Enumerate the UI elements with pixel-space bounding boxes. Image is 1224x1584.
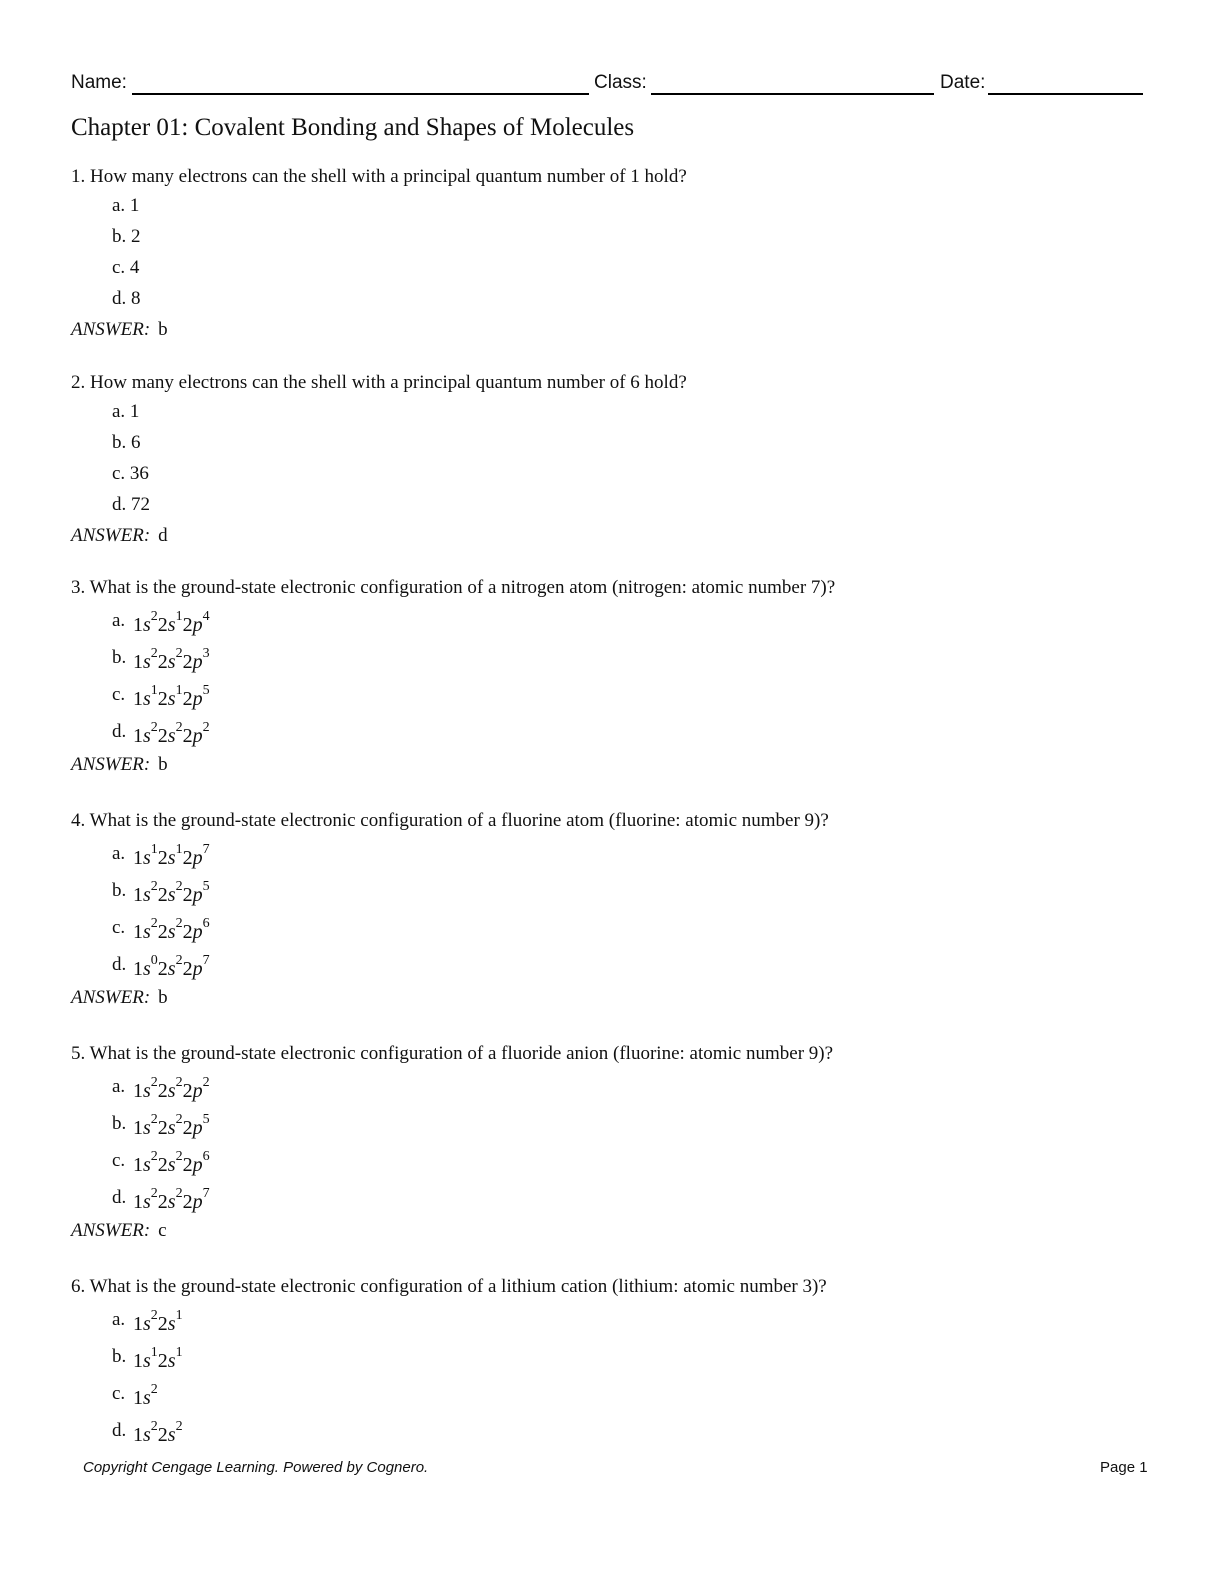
electron-configuration xyxy=(133,646,210,673)
answer-option xyxy=(112,1411,827,1448)
electron-count: 2 xyxy=(150,1419,158,1434)
shell-number: 2 xyxy=(157,883,168,906)
option-letter: c. xyxy=(112,1382,126,1404)
electron-count: 2 xyxy=(202,1075,210,1090)
answer-option: d. 72 xyxy=(112,494,150,515)
shell-number: 2 xyxy=(157,613,168,636)
answer-option xyxy=(112,1141,833,1178)
shell-number: 2 xyxy=(182,1116,193,1139)
orbital-letter: s xyxy=(143,724,151,747)
electron-count: 4 xyxy=(202,609,210,624)
class-label: Class: xyxy=(594,72,647,93)
electron-configuration xyxy=(133,1075,210,1102)
shell-number: 2 xyxy=(182,724,193,747)
question-text: 2. How many electrons can the shell with a principal quantum number of 6 hold? xyxy=(71,372,687,393)
orbital-letter: p xyxy=(192,957,203,980)
orbital-letter: s xyxy=(167,1116,176,1139)
page-title: Chapter 01: Covalent Bonding and Shapes of Molecules xyxy=(71,114,635,141)
question-text: 4. What is the ground-state electronic configuration of a fluorine atom (fluorine: atomic number 9)? xyxy=(71,810,829,831)
shell-number: 2 xyxy=(182,920,193,943)
answer-value: b xyxy=(158,319,168,340)
electron-count: 2 xyxy=(150,1382,158,1397)
shell-number: 2 xyxy=(182,1190,193,1213)
electron-count: 1 xyxy=(175,1345,183,1360)
question-text: 5. What is the ground-state electronic configuration of a fluoride anion (fluorine: atomic number 9)? xyxy=(71,1043,834,1064)
shell-number: 1 xyxy=(133,1349,143,1372)
electron-count: 2 xyxy=(150,879,158,894)
option-letter: a. xyxy=(112,1075,126,1097)
shell-number: 1 xyxy=(133,1116,143,1139)
option-letter: d. xyxy=(112,1186,127,1208)
electron-count: 2 xyxy=(175,1149,183,1164)
shell-number: 2 xyxy=(182,613,193,636)
answer-option: c. 4 xyxy=(112,257,140,278)
answer-label: ANSWER: xyxy=(71,1220,151,1241)
electron-count: 2 xyxy=(175,1419,183,1434)
electron-count: 7 xyxy=(202,953,210,968)
answer-option xyxy=(112,1178,833,1215)
shell-number: 2 xyxy=(157,1423,168,1446)
answer-option xyxy=(112,1337,827,1374)
electron-count: 2 xyxy=(175,646,183,661)
answer-option xyxy=(112,871,829,908)
shell-number: 1 xyxy=(133,613,143,636)
electron-count: 7 xyxy=(202,842,210,857)
answer-option xyxy=(112,675,835,712)
orbital-letter: p xyxy=(192,724,203,747)
orbital-letter: s xyxy=(167,883,176,906)
orbital-letter: s xyxy=(167,1312,176,1335)
option-letter: d. xyxy=(112,720,127,742)
option-letter: a. xyxy=(112,1308,126,1330)
name-field[interactable] xyxy=(132,93,589,95)
option-letter: b. xyxy=(112,1112,127,1134)
orbital-letter: s xyxy=(143,846,151,869)
electron-count: 1 xyxy=(175,683,183,698)
orbital-letter: s xyxy=(167,920,176,943)
orbital-letter: s xyxy=(167,1079,176,1102)
electron-count: 7 xyxy=(202,1186,210,1201)
orbital-letter: p xyxy=(192,846,203,869)
orbital-letter: s xyxy=(143,687,151,710)
orbital-letter: s xyxy=(167,1190,176,1213)
electron-count: 1 xyxy=(175,1308,183,1323)
shell-number: 1 xyxy=(133,846,143,869)
orbital-letter: p xyxy=(192,650,203,673)
page-number: Page 1 xyxy=(1100,1459,1148,1476)
electron-count: 3 xyxy=(202,646,210,661)
answer-value: c xyxy=(158,1220,167,1241)
electron-count: 1 xyxy=(150,1345,158,1360)
answer-option: a. 1 xyxy=(112,401,140,422)
answer-option: a. 1 xyxy=(112,195,140,216)
orbital-letter: s xyxy=(167,1153,176,1176)
class-field[interactable] xyxy=(651,93,934,95)
answer-option xyxy=(112,908,829,945)
shell-number: 1 xyxy=(133,1079,143,1102)
question-4 xyxy=(71,807,829,1013)
answer-option xyxy=(112,1374,827,1411)
answer-option xyxy=(112,601,835,638)
orbital-letter: s xyxy=(143,1116,151,1139)
electron-count: 2 xyxy=(150,916,158,931)
question-5 xyxy=(71,1040,833,1246)
shell-number: 1 xyxy=(133,1153,143,1176)
orbital-letter: s xyxy=(167,1349,176,1372)
electron-configuration xyxy=(133,1186,210,1213)
header xyxy=(71,72,1143,98)
orbital-letter: s xyxy=(143,1423,151,1446)
orbital-letter: s xyxy=(143,1079,151,1102)
answer-label: ANSWER: xyxy=(71,987,151,1008)
answer-line xyxy=(71,1215,833,1246)
electron-count: 5 xyxy=(202,683,210,698)
electron-configuration xyxy=(133,609,210,636)
orbital-letter: p xyxy=(192,687,203,710)
electron-count: 2 xyxy=(175,1075,183,1090)
question-1 xyxy=(71,163,687,345)
answer-value: b xyxy=(158,987,168,1008)
electron-count: 2 xyxy=(175,720,183,735)
orbital-letter: p xyxy=(192,613,203,636)
shell-number: 2 xyxy=(157,1312,168,1335)
electron-count: 2 xyxy=(175,879,183,894)
option-letter: a. xyxy=(112,609,126,631)
answer-option xyxy=(112,712,835,749)
electron-count: 1 xyxy=(175,842,183,857)
electron-count: 2 xyxy=(150,1186,158,1201)
electron-count: 2 xyxy=(150,1308,158,1323)
orbital-letter: p xyxy=(192,1190,203,1213)
shell-number: 2 xyxy=(157,1349,168,1372)
electron-count: 5 xyxy=(202,1112,210,1127)
electron-count: 6 xyxy=(202,1149,210,1164)
electron-count: 2 xyxy=(150,720,158,735)
option-letter: c. xyxy=(112,683,126,705)
orbital-letter: s xyxy=(143,883,151,906)
shell-number: 2 xyxy=(182,1079,193,1102)
shell-number: 1 xyxy=(133,957,143,980)
shell-number: 2 xyxy=(182,883,193,906)
question-2 xyxy=(71,369,687,551)
electron-count: 6 xyxy=(202,916,210,931)
electron-configuration xyxy=(133,953,210,980)
shell-number: 2 xyxy=(157,920,168,943)
question-3 xyxy=(71,574,835,780)
option-letter: d. xyxy=(112,1419,127,1441)
question-text: 6. What is the ground-state electronic configuration of a lithium cation (lithium: atomic number 3)? xyxy=(71,1276,827,1297)
orbital-letter: p xyxy=(192,1116,203,1139)
shell-number: 1 xyxy=(133,1386,143,1409)
date-field[interactable] xyxy=(988,93,1143,95)
question-text: 3. What is the ground-state electronic configuration of a nitrogen atom (nitrogen: atomic number 7)? xyxy=(71,577,836,598)
electron-count: 2 xyxy=(175,1112,183,1127)
date-label: Date: xyxy=(940,72,986,93)
electron-configuration xyxy=(133,879,210,906)
electron-count: 2 xyxy=(150,1149,158,1164)
shell-number: 1 xyxy=(133,1423,143,1446)
answer-line xyxy=(71,520,687,551)
shell-number: 2 xyxy=(182,687,193,710)
shell-number: 2 xyxy=(157,1116,168,1139)
copyright-footer: Copyright Cengage Learning. Powered by Cognero. xyxy=(83,1459,429,1476)
electron-configuration xyxy=(133,842,210,869)
answer-option xyxy=(112,834,829,871)
orbital-letter: p xyxy=(192,1153,203,1176)
question-text: 1. How many electrons can the shell with a principal quantum number of 1 hold? xyxy=(71,166,687,187)
shell-number: 2 xyxy=(182,650,193,673)
orbital-letter: s xyxy=(143,650,151,673)
answer-value: d xyxy=(158,525,168,546)
shell-number: 1 xyxy=(133,920,143,943)
shell-number: 2 xyxy=(182,846,193,869)
option-letter: c. xyxy=(112,916,126,938)
orbital-letter: s xyxy=(167,846,176,869)
answer-option: d. 8 xyxy=(112,288,141,309)
electron-configuration xyxy=(133,1345,183,1372)
orbital-letter: p xyxy=(192,1079,203,1102)
shell-number: 2 xyxy=(157,846,168,869)
option-letter: b. xyxy=(112,646,127,668)
answer-label: ANSWER: xyxy=(71,754,151,775)
electron-configuration xyxy=(133,1419,183,1446)
electron-count: 2 xyxy=(175,953,183,968)
electron-count: 1 xyxy=(150,683,158,698)
orbital-letter: s xyxy=(143,957,151,980)
electron-configuration xyxy=(133,1112,210,1139)
answer-option xyxy=(112,638,835,675)
question-6 xyxy=(71,1273,827,1448)
orbital-letter: s xyxy=(167,687,176,710)
electron-configuration xyxy=(133,1149,210,1176)
shell-number: 2 xyxy=(157,957,168,980)
answer-option xyxy=(112,1104,833,1141)
shell-number: 1 xyxy=(133,1312,143,1335)
answer-line xyxy=(71,749,835,780)
electron-configuration xyxy=(133,1308,183,1335)
orbital-letter: s xyxy=(143,1386,151,1409)
orbital-letter: s xyxy=(143,1312,151,1335)
shell-number: 1 xyxy=(133,1190,143,1213)
answer-label: ANSWER: xyxy=(71,525,151,546)
electron-count: 2 xyxy=(202,720,210,735)
shell-number: 2 xyxy=(182,1153,193,1176)
electron-count: 1 xyxy=(175,609,183,624)
orbital-letter: s xyxy=(167,724,176,747)
option-letter: b. xyxy=(112,1345,127,1367)
answer-line xyxy=(71,314,687,345)
shell-number: 1 xyxy=(133,687,143,710)
answer-value: b xyxy=(158,754,168,775)
answer-label: ANSWER: xyxy=(71,319,151,340)
shell-number: 2 xyxy=(157,1079,168,1102)
shell-number: 2 xyxy=(157,687,168,710)
electron-count: 5 xyxy=(202,879,210,894)
shell-number: 1 xyxy=(133,650,143,673)
shell-number: 1 xyxy=(133,724,143,747)
orbital-letter: s xyxy=(167,957,176,980)
electron-count: 2 xyxy=(150,646,158,661)
option-letter: d. xyxy=(112,953,127,975)
orbital-letter: s xyxy=(167,650,176,673)
option-letter: b. xyxy=(112,879,127,901)
answer-option xyxy=(112,1067,833,1104)
answer-option: c. 36 xyxy=(112,463,149,484)
name-label: Name: xyxy=(71,72,127,93)
electron-configuration xyxy=(133,683,210,710)
answer-line xyxy=(71,982,829,1013)
electron-count: 2 xyxy=(175,916,183,931)
electron-count: 2 xyxy=(150,1075,158,1090)
orbital-letter: s xyxy=(143,1153,151,1176)
orbital-letter: s xyxy=(143,613,151,636)
electron-configuration xyxy=(133,720,210,747)
electron-configuration xyxy=(133,1382,158,1409)
electron-count: 2 xyxy=(150,609,158,624)
electron-count: 2 xyxy=(175,1186,183,1201)
shell-number: 2 xyxy=(157,650,168,673)
orbital-letter: s xyxy=(143,920,151,943)
electron-count: 2 xyxy=(150,1112,158,1127)
shell-number: 2 xyxy=(157,724,168,747)
option-letter: c. xyxy=(112,1149,126,1171)
answer-option xyxy=(112,1300,827,1337)
orbital-letter: p xyxy=(192,920,203,943)
shell-number: 1 xyxy=(133,883,143,906)
shell-number: 2 xyxy=(157,1153,168,1176)
orbital-letter: s xyxy=(167,1423,176,1446)
option-letter: a. xyxy=(112,842,126,864)
answer-option: b. 6 xyxy=(112,432,141,453)
electron-count: 0 xyxy=(150,953,158,968)
answer-option: b. 2 xyxy=(112,226,141,247)
answer-option xyxy=(112,945,829,982)
orbital-letter: s xyxy=(167,613,176,636)
electron-count: 1 xyxy=(150,842,158,857)
electron-configuration xyxy=(133,916,210,943)
shell-number: 2 xyxy=(182,957,193,980)
orbital-letter: s xyxy=(143,1190,151,1213)
orbital-letter: p xyxy=(192,883,203,906)
shell-number: 2 xyxy=(157,1190,168,1213)
orbital-letter: s xyxy=(143,1349,151,1372)
